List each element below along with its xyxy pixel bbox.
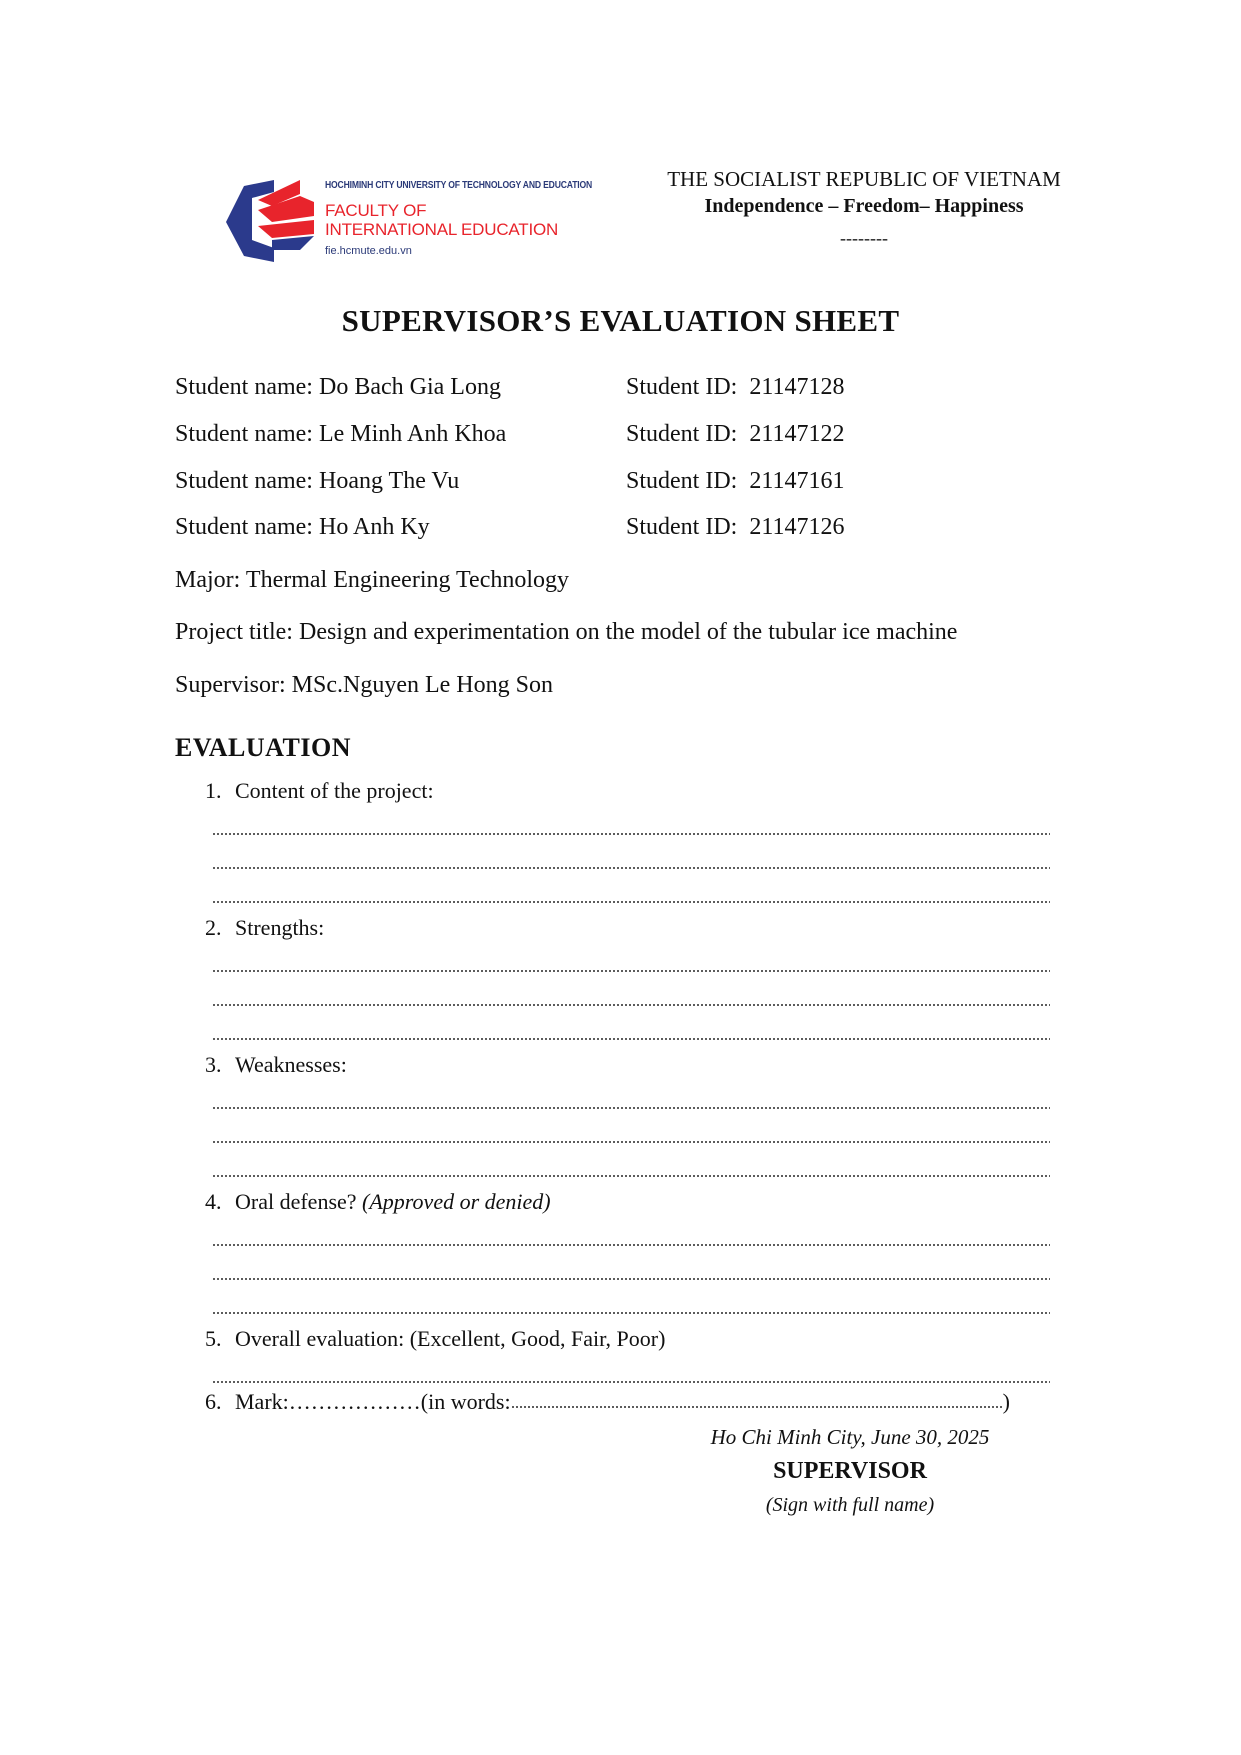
student-id: 21147122 bbox=[749, 421, 845, 447]
national-motto: Independence – Freedom– Happiness bbox=[704, 195, 1024, 217]
student-name: Hoang The Vu bbox=[318, 468, 460, 494]
major-row bbox=[175, 567, 569, 594]
answer-line[interactable] bbox=[212, 1311, 1050, 1315]
item-number: 5. bbox=[205, 1326, 222, 1351]
mark-words-close: ) bbox=[1002, 1389, 1010, 1414]
student-name-label: Student name: bbox=[175, 514, 313, 540]
project-value: Design and experimentation on the model of the tubular ice machine bbox=[298, 619, 958, 645]
item-label: Weaknesses: bbox=[235, 1052, 347, 1077]
student-name-row bbox=[175, 514, 430, 541]
answer-line[interactable] bbox=[212, 832, 1050, 836]
item-label: Content of the project: bbox=[235, 778, 434, 803]
answer-line[interactable] bbox=[212, 900, 1050, 904]
item-number: 4. bbox=[205, 1189, 222, 1214]
logo-url: fie.hcmute.edu.vn bbox=[325, 245, 412, 257]
fie-logo-icon bbox=[222, 178, 322, 268]
item-number: 1. bbox=[205, 778, 222, 803]
mark-input[interactable]: ……………… bbox=[288, 1389, 421, 1414]
answer-line[interactable] bbox=[212, 1037, 1050, 1041]
page-title: SUPERVISOR’S EVALUATION SHEET bbox=[341, 303, 900, 338]
answer-line[interactable] bbox=[212, 1277, 1050, 1281]
item-label: Overall evaluation: (Excellent, Good, Fair, Poor) bbox=[235, 1326, 666, 1351]
student-id-label: Student ID: bbox=[626, 374, 738, 400]
answer-line[interactable] bbox=[212, 866, 1050, 870]
item-number: 2. bbox=[205, 915, 222, 940]
student-name-row bbox=[175, 468, 459, 495]
evaluation-item bbox=[205, 1052, 347, 1078]
major-value: Thermal Engineering Technology bbox=[245, 567, 570, 593]
student-id-label: Student ID: bbox=[626, 468, 738, 494]
answer-line[interactable] bbox=[212, 1106, 1050, 1110]
student-name: Ho Anh Ky bbox=[318, 514, 430, 540]
student-id: 21147128 bbox=[749, 374, 845, 400]
student-name-label: Student name: bbox=[175, 421, 313, 447]
student-id-row bbox=[626, 374, 844, 401]
supervisor-row bbox=[175, 672, 553, 699]
student-id-row bbox=[626, 421, 844, 448]
mark-words-label: (in words: bbox=[420, 1389, 511, 1414]
supervisor-label: Supervisor: bbox=[175, 672, 286, 698]
answer-line[interactable] bbox=[212, 1174, 1050, 1178]
student-name: Do Bach Gia Long bbox=[318, 374, 501, 400]
signature-role: SUPERVISOR bbox=[773, 1458, 927, 1484]
student-id: 21147126 bbox=[749, 514, 845, 540]
evaluation-heading: EVALUATION bbox=[175, 733, 351, 762]
student-id-row bbox=[626, 468, 844, 495]
logo-university-name: HOCHIMINH CITY UNIVERSITY OF TECHNOLOGY AND EDUCATION bbox=[325, 180, 593, 191]
student-name-label: Student name: bbox=[175, 468, 313, 494]
evaluation-item bbox=[205, 915, 324, 941]
student-name: Le Minh Anh Khoa bbox=[318, 421, 507, 447]
logo-faculty-line2: INTERNATIONAL EDUCATION bbox=[325, 220, 559, 239]
project-title-row bbox=[175, 619, 957, 646]
evaluation-item bbox=[205, 778, 434, 804]
evaluation-item bbox=[205, 1189, 551, 1215]
student-name-label: Student name: bbox=[175, 374, 313, 400]
student-id-row bbox=[626, 514, 844, 541]
signature-note: (Sign with full name) bbox=[765, 1494, 935, 1516]
mark-label: Mark: bbox=[235, 1389, 289, 1414]
item-label: Strengths: bbox=[235, 915, 325, 940]
student-id-label: Student ID: bbox=[626, 514, 738, 540]
answer-line[interactable] bbox=[212, 969, 1050, 973]
item-note: (Approved or denied) bbox=[362, 1189, 551, 1214]
answer-line[interactable] bbox=[212, 1380, 1050, 1384]
faculty-logo bbox=[222, 178, 592, 268]
place-date: Ho Chi Minh City, June 30, 2025 bbox=[710, 1425, 990, 1449]
major-label: Major: bbox=[175, 567, 241, 593]
student-id: 21147161 bbox=[749, 468, 845, 494]
answer-line[interactable] bbox=[212, 1140, 1050, 1144]
answer-line[interactable] bbox=[212, 1003, 1050, 1007]
item-number: 3. bbox=[205, 1052, 222, 1077]
answer-line[interactable] bbox=[212, 1243, 1050, 1247]
mark-row bbox=[205, 1389, 1051, 1415]
header-divider: -------- bbox=[840, 228, 888, 248]
student-name-row bbox=[175, 421, 506, 448]
evaluation-item bbox=[205, 1326, 665, 1352]
mark-words-input[interactable] bbox=[511, 1405, 1003, 1409]
student-name-row bbox=[175, 374, 501, 401]
country-name: THE SOCIALIST REPUBLIC OF VIETNAM bbox=[667, 167, 1061, 191]
student-id-label: Student ID: bbox=[626, 421, 738, 447]
project-label: Project title: bbox=[175, 619, 293, 645]
item-number: 6. bbox=[205, 1389, 222, 1414]
logo-faculty-line1: FACULTY OF bbox=[325, 201, 427, 220]
supervisor-value: MSc.Nguyen Le Hong Son bbox=[291, 672, 553, 698]
item-label: Oral defense? bbox=[235, 1189, 357, 1214]
